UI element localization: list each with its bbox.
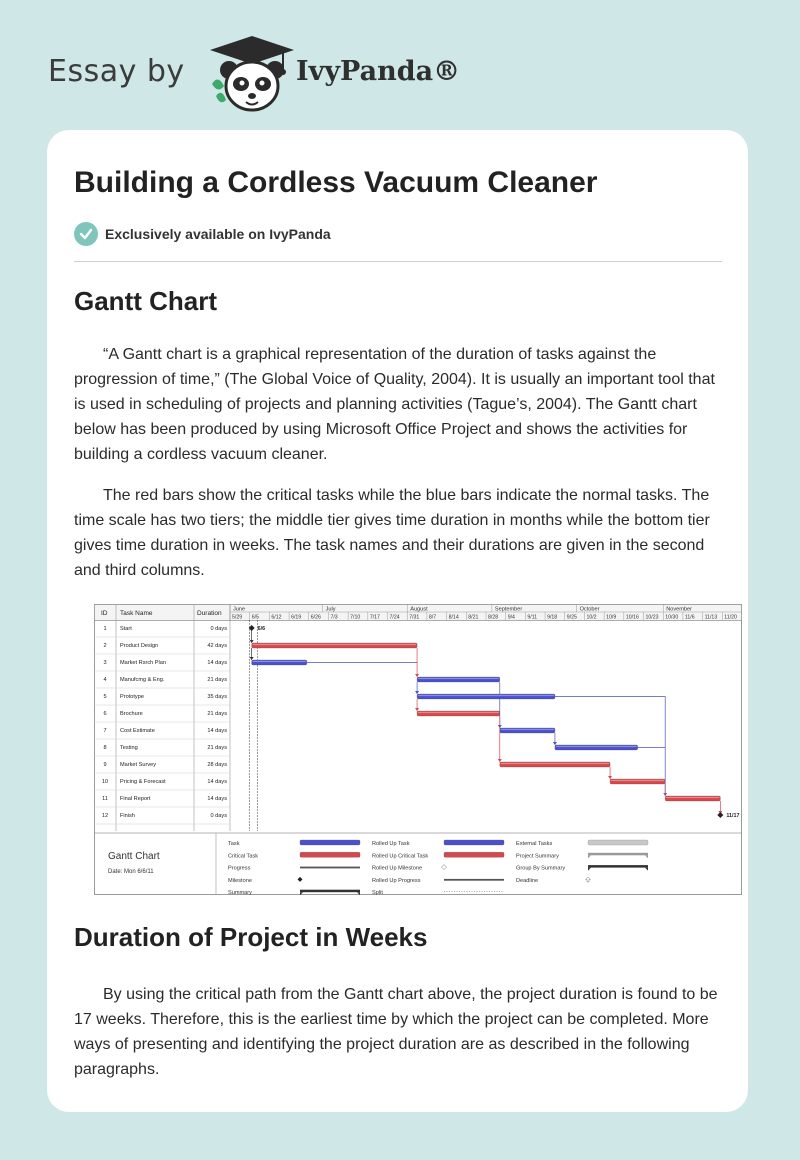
gantt-bar-highlight <box>418 712 499 713</box>
task-name: Market Rsrch Plan <box>120 660 167 666</box>
gantt-bar-highlight <box>253 661 306 662</box>
task-id: 5 <box>103 694 107 700</box>
exclusive-badge <box>74 222 331 246</box>
task-duration: 42 days <box>207 643 227 649</box>
week-label: 7/24 <box>389 614 400 621</box>
gantt-chart-svg <box>94 604 742 896</box>
week-label: 6/26 <box>310 614 321 621</box>
legend-swatch <box>588 865 648 868</box>
legend-swatch <box>300 840 360 845</box>
week-label: 11/6 <box>684 614 695 621</box>
task-id: 12 <box>101 813 109 819</box>
task-duration: 35 days <box>207 694 227 700</box>
week-label: 8/21 <box>468 614 479 621</box>
column-header: ID <box>101 610 108 617</box>
document-card <box>47 130 748 1112</box>
task-id: 8 <box>103 745 107 751</box>
gantt-bar <box>252 660 307 665</box>
month-label: July <box>325 606 336 613</box>
task-name: Cost Estimate <box>120 728 155 734</box>
check-icon <box>74 222 98 246</box>
week-label: 7/31 <box>409 614 420 621</box>
badge-text: Exclusively available on IvyPanda <box>105 226 331 242</box>
legend-label: Rolled Up Progress <box>372 877 421 884</box>
task-id: 7 <box>103 728 107 734</box>
task-name: Prototype <box>120 694 144 700</box>
task-duration: 14 days <box>207 728 227 734</box>
gantt-bar-highlight <box>611 780 664 781</box>
gantt-bar <box>417 677 500 682</box>
column-header: Task Name <box>120 610 153 617</box>
week-label: 9/18 <box>547 614 558 621</box>
gantt-chart <box>94 604 742 896</box>
gantt-bar <box>610 779 665 784</box>
task-name: Pricing & Forecast <box>120 779 166 785</box>
legend-swatch <box>300 852 360 857</box>
week-label: 6/12 <box>271 614 282 621</box>
gantt-frame <box>95 605 742 895</box>
week-label: 6/19 <box>291 614 302 621</box>
legend-label: Rolled Up Task <box>372 841 410 847</box>
task-duration: 28 days <box>207 762 227 768</box>
paragraph: “A Gantt chart is a graphical representation of the duration of tasks against the progression of time,” (The Global Voice of Quality, 2004). It is usually an important tool that is used in scheduling of projects and planning activities (Tague’s, 2004). The Gantt chart below has been produced by using Microsoft Office Project and shows the activities for building a cordless vacuum cleaner. <box>74 346 715 463</box>
gantt-bar-highlight <box>666 797 719 798</box>
legend-label: Project Summary <box>516 853 559 860</box>
brand-header <box>48 34 508 114</box>
legend-label: Summary <box>228 890 252 896</box>
month-label: October <box>579 606 600 613</box>
legend-label: Deadline <box>516 877 539 884</box>
footer-title: Gantt Chart <box>108 851 160 862</box>
task-id: 1 <box>103 626 107 632</box>
week-label: 10/23 <box>645 614 659 621</box>
task-name: Finish <box>120 813 135 819</box>
legend-swatch <box>444 852 504 857</box>
month-label: September <box>494 606 523 613</box>
paragraph: By using the critical path from the Gantt chart above, the project duration is found to be 17 weeks. Therefore, this is the earliest time by which the project can be completed. More ways of presenting and identifying the project duration are as described in the following paragraphs. <box>74 986 718 1078</box>
month-label: November <box>666 606 693 613</box>
document-title: Building a Cordless Vacuum Cleaner <box>74 166 598 199</box>
brand-name: IvyPanda® <box>296 56 461 87</box>
week-label: 6/5 <box>251 614 259 621</box>
week-label: 9/25 <box>566 614 577 621</box>
week-label: 9/4 <box>507 614 515 621</box>
week-label: 10/9 <box>606 614 617 621</box>
legend-swatch <box>588 853 648 856</box>
legend-swatch <box>300 867 360 869</box>
footer-date: Date: Mon 6/6/11 <box>108 869 154 875</box>
legend-label: Rolled Up Critical Task <box>372 853 429 860</box>
legend-label: Group By Summary <box>516 865 566 872</box>
task-duration: 0 days <box>210 626 227 632</box>
gantt-bar-highlight <box>418 695 554 696</box>
legend-label: External Tasks <box>516 841 553 847</box>
panda-logo-icon <box>206 34 298 114</box>
task-id: 6 <box>103 711 107 717</box>
task-id: 10 <box>101 779 109 785</box>
divider <box>74 261 722 262</box>
gantt-bar-highlight <box>556 746 637 747</box>
task-name: Market Survey <box>120 762 157 768</box>
legend-label: Split <box>372 890 383 896</box>
task-duration: 21 days <box>207 677 227 683</box>
week-label: 11/20 <box>724 614 737 621</box>
week-label: 8/7 <box>428 614 437 621</box>
task-duration: 0 days <box>210 813 227 819</box>
section-heading-gantt: Gantt Chart <box>74 286 217 316</box>
gantt-bar-highlight <box>418 678 499 679</box>
gantt-bar-highlight <box>501 729 554 730</box>
month-label: August <box>410 606 428 613</box>
gantt-bar-highlight <box>501 763 609 764</box>
task-name: Product Design <box>120 643 159 649</box>
legend-label: Milestone <box>228 877 252 884</box>
week-label: 8/28 <box>488 614 499 621</box>
legend-label: Critical Task <box>228 853 259 860</box>
month-label: June <box>233 606 246 613</box>
gantt-bar <box>252 643 417 648</box>
task-name: Final Report <box>120 796 151 802</box>
column-header: Duration <box>197 610 222 617</box>
task-id: 3 <box>103 660 107 666</box>
week-label: 10/16 <box>625 614 639 621</box>
legend-swatch <box>444 840 504 845</box>
paragraph: The red bars show the critical tasks while the blue bars indicate the normal tasks. The time scale has two tiers; the middle tier gives time duration in months while the bottom tier gives time duration in weeks. The task names and their durations are given in the second and third columns. <box>74 487 710 579</box>
gantt-bar-highlight <box>253 644 416 645</box>
gantt-bar <box>417 694 555 699</box>
section-heading-duration: Duration of Project in Weeks <box>74 922 428 952</box>
task-name: Manufcmg & Eng. <box>120 677 165 683</box>
gantt-bar <box>555 745 638 750</box>
task-duration: 21 days <box>207 745 227 751</box>
week-label: 7/17 <box>369 614 380 621</box>
task-name: Testing <box>120 745 138 751</box>
week-label: 11/13 <box>704 614 718 621</box>
legend-label: Rolled Up Milestone <box>372 865 423 872</box>
week-label: 10/2 <box>586 614 597 621</box>
legend-swatch <box>300 890 360 893</box>
task-id: 9 <box>103 762 107 768</box>
legend-swatch <box>588 840 648 845</box>
task-duration: 14 days <box>207 660 227 666</box>
milestone-label: 11/17 <box>726 813 740 819</box>
gantt-bar <box>500 762 610 767</box>
week-label: 9/11 <box>527 614 538 621</box>
gantt-bar <box>417 711 500 716</box>
gantt-bar <box>500 728 555 733</box>
task-name: Start <box>120 626 132 632</box>
week-label: 7/10 <box>350 614 361 621</box>
task-duration: 14 days <box>207 779 227 785</box>
task-name: Brochure <box>120 711 143 717</box>
task-id: 11 <box>102 796 108 802</box>
milestone-label: 6/6 <box>257 626 266 632</box>
task-id: 2 <box>103 643 107 649</box>
legend-label: Task <box>228 841 240 847</box>
week-label: 7/3 <box>330 614 338 621</box>
gantt-bar <box>665 796 720 801</box>
legend-label: Progress <box>228 865 251 872</box>
week-label: 10/30 <box>665 614 679 621</box>
task-duration: 14 days <box>207 796 227 802</box>
legend-swatch <box>444 879 504 881</box>
task-id: 4 <box>103 677 107 683</box>
brand-prefix: Essay by <box>48 54 185 89</box>
week-label: 5/29 <box>232 614 243 621</box>
task-duration: 21 days <box>207 711 227 717</box>
week-label: 8/14 <box>448 614 459 621</box>
